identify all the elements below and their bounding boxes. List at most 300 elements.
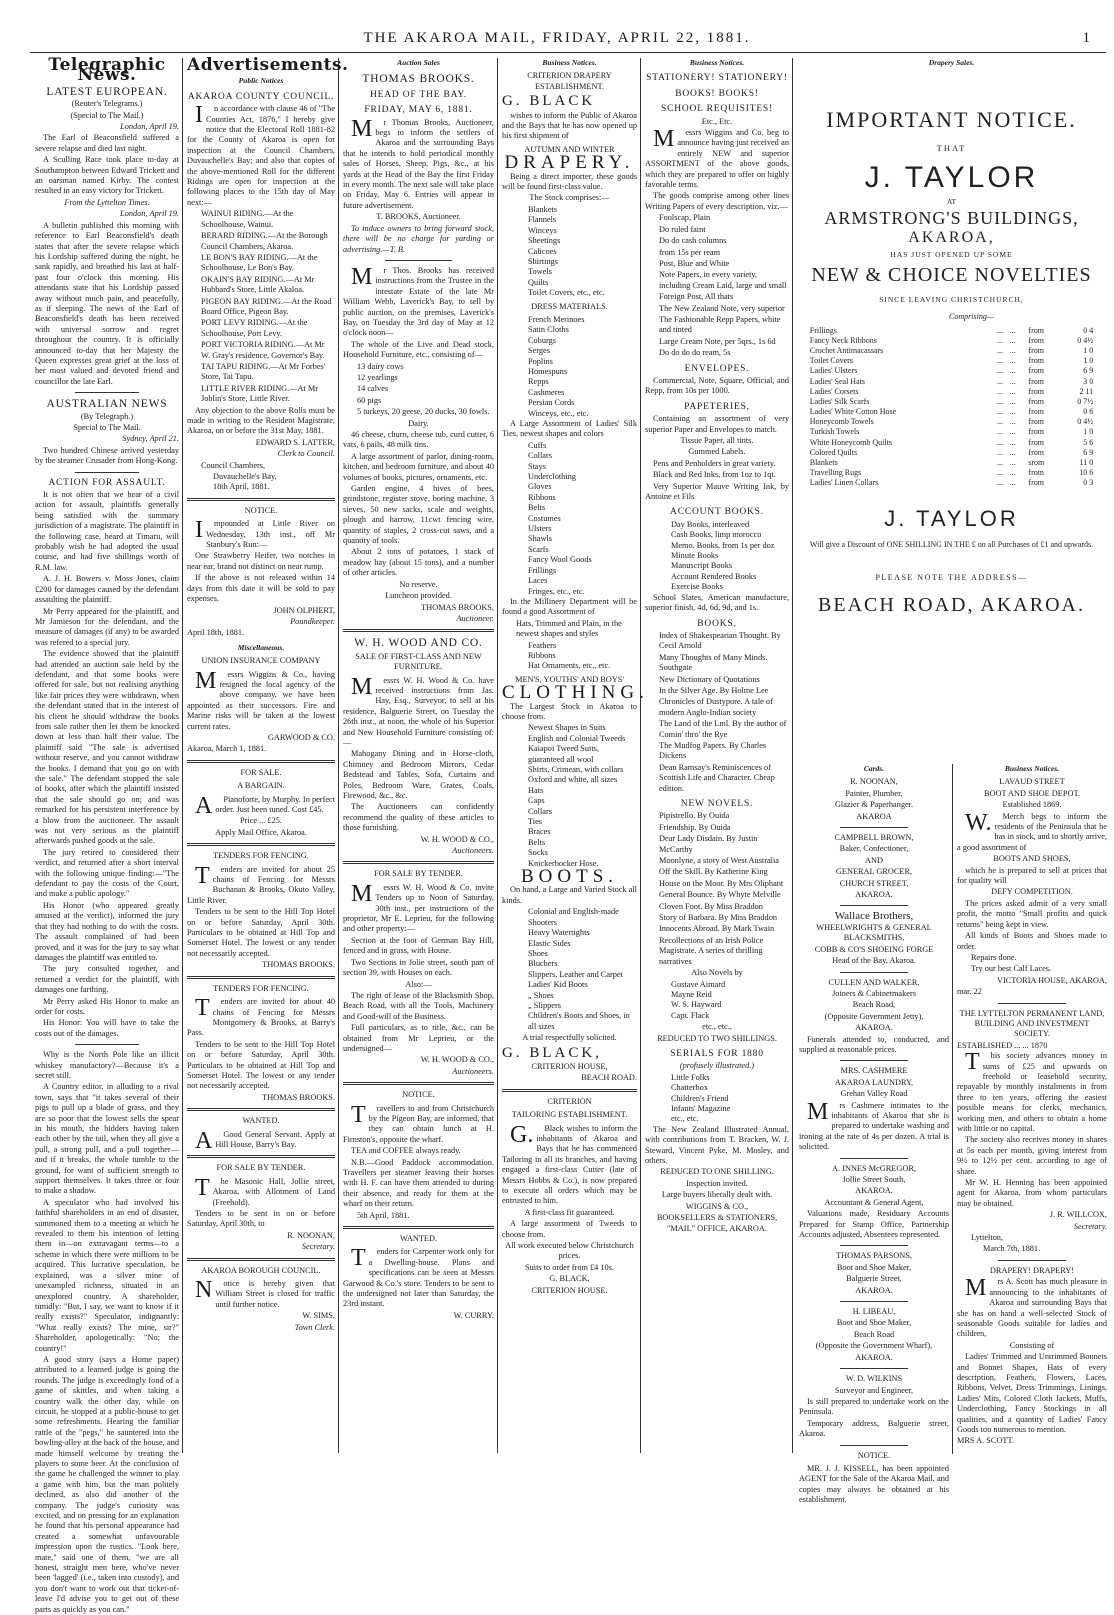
card-name: CAMPBELL BROWN, — [834, 833, 914, 843]
dateline: mar. 22 — [957, 987, 982, 997]
paragraph: A. J. H. Bowers v. Moss Jones, claim £200 for damages caused by the defendant assaulting the plaintiff. — [35, 574, 179, 605]
taylor-drapery-advertisement — [794, 58, 1109, 617]
paragraph: In the Millinery Department will be found a good Assortment of — [502, 596, 637, 617]
list-item: „ Slippers — [528, 1000, 561, 1010]
merchant-name: G. BLACK — [502, 93, 596, 110]
paragraph: Mrs A. Scott has much pleasure in announcing to the inhabitants of Akaroa and surrounding Bays that she has on hand a well-selected Stock of seasonable Goods suitable for ladies and children, — [957, 1275, 1107, 1339]
riding-entry: LITTLE RIVER RIDING.—At Mr Joblin's Store, Little River. — [201, 383, 319, 404]
dateline: March 7th, 1881. — [983, 1244, 1041, 1254]
authors-list — [645, 980, 789, 1022]
dateline: Sydney, April 21. — [122, 434, 179, 444]
signature: W. CURRY. — [453, 1310, 494, 1320]
column-subhead: Public Notices — [238, 76, 284, 86]
price-amount: 0 7½ — [1077, 396, 1094, 406]
divider — [343, 1226, 494, 1229]
price-from: from — [1028, 468, 1044, 478]
heading: ACTION FOR ASSAULT. — [48, 477, 166, 488]
divider — [75, 392, 140, 393]
price-from: srom — [1028, 458, 1045, 468]
riding-entry: WAINUI RIDING.—At the Schoolhouse, Wainui. — [201, 209, 294, 229]
list-item: Do do cash columns — [659, 236, 727, 246]
paragraph: The jury retired to considered their verdict, and returned after a short interval with the following unique finding:—"The defendant to pay the costs of the Court, and make a public apology." — [35, 847, 179, 899]
list-item: Little Folks — [671, 1072, 710, 1082]
list-item: Toilet Covers, etc., etc. — [528, 288, 605, 298]
price-dots: ... — [1009, 427, 1016, 437]
list-item: The Mudfog Papers. By Charles Dickens — [659, 740, 767, 761]
list-item: Belts — [528, 837, 546, 847]
price-row — [810, 325, 1094, 335]
heading: AUTUMN AND WINTER — [524, 144, 615, 154]
price-amount: 1 0 — [1083, 356, 1094, 366]
list-item: Socks — [528, 848, 548, 858]
list-item: Gloves — [528, 482, 552, 492]
divider — [840, 1245, 908, 1246]
column-subhead: Drapery Sales. — [928, 58, 975, 67]
list-item: Kaiapoi Tweed Suits, guaranteed all wool — [528, 744, 599, 764]
price-item-name: Turkish Towels — [809, 427, 860, 437]
list-item: Poplins — [528, 356, 553, 366]
card-trade: Painter, Plumber, — [845, 788, 903, 798]
card-trade: Baker, Confectioner, — [839, 844, 909, 854]
paragraph: Being a direct importer, these goods will be found first-class value. — [502, 171, 637, 192]
column-divider — [640, 58, 641, 1453]
divider — [343, 861, 494, 864]
ad-headline: IMPORTANT NOTICE. — [826, 107, 1077, 132]
heading: FOR SALE BY TENDER. — [374, 869, 463, 879]
paragraph: To induce owners to bring forward stock, there will be no charge for yarding or advertising.—T. B. — [343, 223, 494, 254]
price-from: from — [1028, 356, 1044, 366]
paragraph: 46 cheese, churn, cheese tub, curd cutter, 6 vats, 6 pails, 48 milk tins. — [343, 430, 494, 450]
riding-entry: OKAIN'S BAY RIDING.—At Mr Hubbard's Store, Little Akaloa. — [201, 274, 315, 295]
price-from: from — [1028, 417, 1044, 427]
price-dots: ... — [1009, 437, 1016, 447]
price-row — [810, 457, 1094, 467]
source-line: From the Lyttelton Times. — [64, 197, 150, 207]
paragraph: Mahogany Dining and in Horse-cloth, Chimney and Bedroom Mirrors, Cedar Bedstead and Tables, Sofa, Curtains and Poles, Bedroom Ware, Grates, Coals, Firewood, &c., &c. — [343, 749, 494, 800]
list-item: Children's Friend — [671, 1093, 729, 1103]
divider — [187, 1108, 335, 1111]
signature-title: Auctioneer. — [456, 613, 494, 623]
divider — [187, 976, 335, 979]
card-town: AKAROA. — [855, 1023, 893, 1033]
list-item: General Bounce. By Whyte Melville — [659, 890, 781, 900]
price-dots: ... — [997, 437, 1004, 447]
list-item: 12 yearlings — [357, 372, 398, 382]
signature-title: Town Clerk. — [294, 1322, 335, 1332]
signature-title: Secretary. — [1073, 1221, 1107, 1231]
price-from: from — [1028, 345, 1044, 355]
heading: LAVAUD STREET — [999, 777, 1065, 787]
paragraph: G.Black wishes to inform the inhabitants of Akaroa and Bays that he has commenced Tailoring in all its branches, and having engaged a first-class Cutter (late of Messrs Hobbs & Co.), is now prepared to execute all orders which may be entrusted to him. — [502, 1121, 637, 1206]
subheading: Dairy. — [408, 418, 429, 428]
list-item: Shirtings — [528, 256, 558, 266]
heading: NEW NOVELS. — [680, 799, 754, 809]
list-item: Shoes — [528, 948, 548, 958]
heading: AKAROA COUNTY COUNCIL. — [187, 91, 335, 102]
list-item: 60 pigs — [357, 395, 382, 405]
heading: ACCOUNT BOOKS. — [670, 507, 764, 518]
list-item: The New Zealand Note, very superior — [659, 303, 785, 313]
list-item: Hat Ornaments, etc., etc. — [528, 661, 611, 671]
signature: THOMAS BROOKS. — [262, 960, 335, 970]
list-item: Knickerbocker Hose. — [528, 858, 599, 868]
dateline: London, April 19. — [120, 209, 179, 219]
column-divider — [338, 58, 339, 1453]
dress-list — [502, 315, 637, 419]
card-address: (Opposite the Government Wharf), — [815, 1341, 933, 1351]
price-row — [810, 356, 1094, 366]
list-item: Serges — [528, 346, 550, 356]
price-dots: ... — [997, 335, 1004, 345]
list-item: Dean Ramsay's Reminiscences of Scottish Life and Character. Cheap edition. — [659, 762, 775, 793]
list-item: Belts — [528, 503, 546, 513]
paragraph: The evidence showed that the plaintiff had attended an auction sale held by the defendant, and that some books were offered for sale, but not realising anything like fair prices they were withdrawn, when the defendant stated that in the interest of his client he should withdraw the books from sale rather then let them be knocked down at less than half their value. The plaintiff said "The sale is advertised without reserve, and you cannot withdraw the books. I demand that you go on with the sale." The defendant stopped the sale of books, after which the plaintiff insisted that the sale should go on; and was remarked for his persistent interference by a blow from the auctioneer. The assault was not very serious as the plaintiff afterwards pushed goods at the sale. — [35, 649, 179, 846]
list-item: 5 turkeys, 20 geese, 20 ducks, 30 fowls. — [357, 407, 490, 417]
subheading: REDUCED TO ONE SHILLING. — [660, 1167, 774, 1177]
price-dots: ... — [1009, 407, 1016, 417]
signature: JOHN OLPHERT, — [273, 605, 335, 615]
divider — [187, 1258, 335, 1261]
ad-text: Comprising— — [949, 312, 994, 321]
divider — [840, 1301, 908, 1302]
heading: DRAPERY! DRAPERY! — [989, 1265, 1075, 1275]
paragraph: Containing an assortment of very superior Paper and Envelopes to match. — [645, 414, 789, 434]
card-trade: Boot and Shoe Maker, — [836, 1262, 912, 1272]
list-item: Costumes — [528, 513, 561, 523]
byline: Special to The Mail. — [73, 423, 141, 432]
divider — [502, 1089, 637, 1092]
heading: CLOTHING. — [502, 682, 649, 704]
paragraph: It is not often that we hear of a civil action for assault, plaintiffs generally being satisfied with the summary jurisdiction of a magistrate. The plaintiff in the following case, heard at Timaru, will probably wish he had adopted the usual course, and had five shillings worth of R.M. law. — [35, 490, 179, 572]
riding-entry: PIGEON BAY RIDING.—At the Road Board Office, Pigeon Bay. — [201, 296, 332, 316]
price-dots: ... — [1009, 468, 1016, 478]
paragraph: The jury consulted together, and returned a verdict for the plaintiff, with damages one farthing. — [35, 964, 179, 995]
list-item: „ Shoes — [528, 990, 554, 1000]
paragraph: Tenders to be sent to the Hill Top Hotel on or before Saturday, April 30th. Particulars to be obtained at Hill Top and Somerset Hotel. The lowest or any tender not necessarily accepted. — [187, 1039, 335, 1091]
column-subhead: Auction Sales — [397, 58, 440, 67]
signature: GARWOOD & CO. — [267, 732, 335, 742]
list-item: Story of Barbara. By Miss Braddon — [659, 913, 777, 923]
list-item: Repps — [528, 377, 549, 387]
list-item: etc., etc. — [671, 1114, 699, 1124]
heading: WANTED. — [242, 1116, 280, 1126]
card-trade: Joiners & Cabinetmakers — [832, 988, 916, 998]
price-from: from — [1028, 427, 1044, 437]
list-item: Hats — [528, 785, 544, 795]
list-item: Braces — [528, 827, 551, 837]
price-row — [810, 376, 1094, 386]
heading: TAILORING ESTABLISHMENT. — [511, 1110, 628, 1120]
price-dots: ... — [997, 417, 1004, 427]
paragraph: The whole of the Live and Dead stock, Household Furniture, etc., consisting of— — [343, 339, 494, 360]
riding-entry: LE BON'S BAY RIDING.—At the Schoolhouse, Le Bon's Bay. — [201, 252, 318, 273]
paragraph: Messrs W. H. Wood & Co. have received instructions from Jas. Hay, Esq., Surveyor, to sell at his residence, Balguerie Street, on Tuesday the 26th inst., at noon, the whole of his Superior and New Household Furniture consisting of:— — [343, 673, 494, 747]
paragraph: N.B.—Good Paddock accommodation. Travellers per steamer leaving their horses with H. F. can have them attended to during their absence, and ready for them at the wharf on their return. — [343, 1157, 494, 1209]
masthead-title: THE AKAROA MAIL, FRIDAY, APRIL 22, 1881. — [363, 30, 751, 46]
heading: ENVELOPES. — [684, 363, 750, 374]
paragraph: The Auctioneers can confidently recommend the quality of these articles to those furnishing. — [343, 802, 494, 833]
ad-text: THAT — [936, 143, 967, 153]
list-item: Colonial and English-made Shooters — [528, 907, 619, 927]
paragraph: AGood General Servant. Apply at Hill House, Barry's Bay. — [195, 1127, 335, 1154]
divider — [840, 972, 908, 973]
list-item: Persian Cords — [528, 398, 575, 408]
signature: R. NOONAN, — [287, 1230, 335, 1240]
heading: AKAROA BOROUGH COUNCIL. — [201, 1265, 321, 1275]
paragraph: A Large Assortment of Ladies' Silk Ties, newest shapes and colors — [502, 419, 637, 439]
paragraph: A first-class fit guaranteed. — [524, 1207, 615, 1217]
signature: T. BROOKS, Auctioneer. — [376, 212, 461, 222]
card-trade: COBB & CO'S SHOEING FORGE — [814, 944, 934, 954]
heading: SALE OF FIRST-CLASS AND NEW FURNITURE. — [355, 651, 482, 672]
heading: CRITERION — [547, 1096, 592, 1106]
heading: HEAD OF THE BAY. — [369, 89, 468, 100]
signature-title: Auctioneers. — [452, 846, 494, 856]
paragraph: APianoforte, by Murphy. In perfect order. Just been tuned. Cost £45. — [195, 792, 335, 819]
price-item-name: Colored Quilts — [809, 447, 858, 457]
paragraph: Mr Perry asked His Honor to make an order for costs. — [35, 996, 179, 1016]
price-row — [810, 366, 1094, 376]
paragraph: No reserve. — [399, 579, 438, 589]
item-list — [502, 641, 637, 672]
card-trade: Surveyor and Engineer, — [834, 1385, 914, 1395]
paragraph: All kinds of Boots and Shoes made to order. — [957, 931, 1107, 951]
card-name: Wallace Brothers, — [834, 910, 914, 923]
price-row — [810, 396, 1094, 406]
card-name: CULLEN AND WALKER, — [828, 977, 920, 987]
signature: BEACH ROAD. — [581, 1073, 637, 1083]
subheading: BOOTS AND SHOES, — [993, 854, 1071, 864]
price-dots: ... — [997, 447, 1004, 457]
paragraph: wishes to inform the Public of Akaroa and the Bays that he has now opened up his first shipment of — [502, 110, 637, 141]
price-dots: ... — [1009, 345, 1016, 355]
address: 18th April, 1881. — [213, 482, 270, 492]
list-item: Memo. Books, from 1s per doz — [671, 540, 775, 550]
list-item: Coburgs — [528, 335, 556, 345]
column-divider — [952, 764, 953, 1454]
divider — [840, 1445, 908, 1446]
column-divider — [497, 58, 498, 1453]
divider — [187, 843, 335, 846]
price-from: from — [1028, 325, 1044, 335]
column-telegraphic-news — [32, 55, 182, 1614]
list-item: Foolscap, Plain — [659, 213, 711, 223]
list-item: Towels — [528, 267, 552, 277]
list-item: Do ruled faint — [659, 224, 706, 234]
heading: A BARGAIN. — [237, 781, 285, 791]
divider — [840, 1060, 908, 1061]
account-books-list — [645, 520, 789, 593]
paragraph: Travellers to and from Christchurch by the Pigeon Bay, are informed, that they can obtain lunch at H. Firnston's, opposite the wharf. — [343, 1101, 494, 1144]
section-title: Advertisements. — [187, 55, 349, 75]
heading: NOTICE. — [402, 1090, 435, 1100]
price-item-name: Frillings — [809, 325, 837, 335]
paragraph: Tenders to be sent in on or before Saturday, April 30th, to — [187, 1209, 335, 1229]
list-item: Slippers, Leather and Carpet — [528, 969, 623, 979]
heading: DRESS MATERIALS. — [531, 301, 608, 311]
price-amount: 2 11 — [1079, 386, 1094, 396]
list-item: Collars — [528, 451, 552, 461]
paragraph: This society advances money in sums of £25 and upwards on freehold or leasehold security, repayable by monthly instalments in from three to ten years, offering the easiest possible means for clerks, mechanics, working men, and others to obtain a home with little or no capital. — [957, 1049, 1107, 1133]
price-dots: ... — [1009, 386, 1016, 396]
paragraph: Impounded at Little River on Wednesday, 13th inst., off Mr Stanbury's Run:— — [195, 517, 335, 550]
card-town: AKAROA — [856, 811, 892, 821]
byline: (Reuter's Telegrams.) — [71, 99, 143, 109]
subheading: Established 1869. — [1002, 800, 1062, 810]
paragraph: which he is prepared to sell at prices that for quality will — [957, 865, 1107, 886]
column-subhead: Miscellaneous. — [237, 642, 285, 652]
paragraph: His Honor: You will have to take the costs out of the damages. — [35, 1018, 179, 1038]
paragraph: One Strawberry Heifer, two notches in near ear, brand not distinct on near rump. — [187, 551, 335, 571]
card-address: Head of the Bay, Akaroa. — [832, 956, 916, 966]
price-dots: ... — [997, 356, 1004, 366]
paragraph: His Honor (who appeared greatly amused at the verdict), informed the jury that they had nothing to do with the costs. The assault complained of had been proved, and it was for the jury to say what damages the plaintiff was entitled to. — [35, 900, 179, 962]
heading: W. H. WOOD AND CO. — [354, 637, 483, 650]
heading: TENDERS FOR FENCING. — [213, 983, 309, 993]
price-amount: 0 6 — [1083, 407, 1094, 417]
paragraph: Repairs done. — [971, 952, 1017, 962]
price-dots: ... — [1009, 366, 1016, 376]
signature-title: Secretary. — [301, 1242, 335, 1252]
list-item: New Dictionary of Quotations — [659, 674, 760, 684]
card-trade: Accountant & General Agent, — [824, 1197, 924, 1207]
card-name: A. INNES McGREGOR, — [832, 1163, 916, 1173]
price-amount: 3 0 — [1083, 376, 1094, 386]
paragraph: Commercial, Note, Square, Official, and Repp, from 10s per 1000. — [645, 375, 789, 396]
column-subhead: Business Notices. — [689, 58, 745, 67]
list-item: Pipistrello. By Ouida — [659, 811, 730, 821]
signature: "MAIL" OFFICE, AKAROA. — [667, 1224, 767, 1234]
paragraph: The society also receives money in shares at 5s each per month, giving interest from 9½ to 12½ per cent. according to age of share. — [957, 1135, 1107, 1176]
paragraph: Any objection to the above Rolls must be made in writing to the Resident Magistrate, Akaroa, on or before the 31st May, 1881. — [187, 405, 335, 436]
paragraph: TEA and COFFEE always ready. — [351, 1146, 461, 1156]
price-amount: 11 0 — [1079, 458, 1094, 468]
heading: THOMAS BROOKS. — [362, 73, 475, 86]
paragraph: All work executed below Christchurch prices. — [505, 1241, 634, 1261]
heading: BOOT AND SHOE DEPOT. — [983, 788, 1081, 798]
list-item: Do do do do ream, 5s — [659, 348, 731, 358]
page-number: 1 — [1082, 30, 1092, 46]
ad-text: SINCE LEAVING CHRISTCHURCH, — [879, 295, 1024, 304]
ad-text: PLEASE NOTE THE ADDRESS— — [875, 573, 1028, 582]
list-item: Shirts, Crimean, with collars — [528, 765, 624, 774]
price-amount: 1 0 — [1083, 345, 1094, 355]
price-row — [810, 478, 1094, 488]
price-from: from — [1028, 376, 1044, 386]
price-dots: ... — [997, 366, 1004, 376]
price-dots: ... — [1009, 335, 1016, 345]
paragraph: The goods comprise among other lines Writing Papers of every description, viz.— — [645, 191, 789, 211]
serials-list — [645, 1073, 789, 1125]
heading: TENDERS FOR FENCING. — [213, 851, 309, 861]
paragraph: Temporary address, Balguerie street, Akaroa. — [799, 1418, 949, 1439]
list-item: Exercise Books — [671, 582, 723, 592]
ad-merchant-name: J. TAYLOR — [884, 506, 1019, 531]
ad-address: BEACH ROAD, AKAROA. — [818, 594, 1085, 616]
paragraph: On hand, a Large and Varied Stock all kinds. — [502, 885, 637, 905]
card-trade: Boot and Shoe Maker, — [836, 1318, 912, 1328]
paragraph: Section at the foot of German Bay Hill, fenced and in grass, with House. — [343, 935, 494, 956]
heading: BOOTS. — [520, 866, 619, 888]
price-row — [810, 437, 1094, 447]
price-amount: 0 4 — [1083, 325, 1094, 335]
ad-merchant-name: J. TAYLOR — [864, 161, 1039, 194]
paragraph: Is still prepared to undertake work on the Peninsula. — [799, 1396, 949, 1417]
list-item: Scarfs — [528, 544, 549, 554]
paragraph: Tenders to be sent to the Hill Top Hotel on or before Saturday, April 30th. Particulars to be obtained at Hill Top and Somerset Hotel. The lowest or any tender not necessarily accepted. — [187, 907, 335, 958]
list-item: Capt. Flack — [671, 1010, 710, 1020]
price-dots: ... — [997, 407, 1004, 417]
paragraph: A trial respectfully solicited. — [522, 1033, 617, 1043]
list-item: In the Silver Age. By Holme Lee — [659, 685, 769, 695]
divider — [343, 1082, 494, 1085]
price-dots: ... — [1009, 396, 1016, 406]
heading: CRITERION DRAPERY ESTABLISHMENT. — [527, 71, 612, 91]
signature: WIGGINS & CO., — [685, 1201, 749, 1211]
list-item: Day Books, interleaved — [671, 519, 750, 529]
price-row — [810, 345, 1094, 355]
subheading: Etc., Etc. — [701, 116, 733, 126]
list-item: Chronicles of Dustypore. A tale of modern Anglo-Indian society — [659, 697, 773, 717]
price-row — [810, 407, 1094, 417]
signature: CRITERION HOUSE. — [531, 1285, 608, 1295]
list-item: Flannels — [528, 215, 557, 225]
paragraph: A large assortment of parlor, dining-room, kitchen, and bedroom furniture, and about 40 volumes of books, pictures, ornaments, etc. — [343, 451, 494, 482]
merchant-name: G. BLACK, — [502, 1044, 602, 1061]
card-name: W. D. WILKINS — [845, 1374, 903, 1384]
column-divider — [182, 58, 183, 1453]
list-item: Off the Skill. By Katherine King — [659, 867, 768, 877]
dateline: Akaroa, March 1, 1881. — [187, 744, 267, 754]
list-item: Moonlyne, a story of West Australia — [659, 856, 779, 866]
list-item: Underclothing — [528, 472, 576, 482]
list-item: Laces — [528, 576, 548, 586]
masthead-rule — [30, 52, 1106, 53]
paragraph: Messrs W. H. Wood & Co. invite Tenders up to Noon of Saturday, 30th inst., per instructions of the proprietor, Mr E. Leprieu, for the following and other property:— — [343, 880, 494, 934]
list-item: Manuscript Books — [671, 561, 733, 571]
list-item: Blankets — [528, 204, 558, 214]
paragraph: Mr W. H. Henning has been appointed agent for Akaroa, from whom particulars may be obtained. — [957, 1178, 1107, 1208]
price-amount: 0 4½ — [1077, 335, 1094, 345]
heading: LATEST EUROPEAN. — [46, 85, 168, 98]
heading: MEN'S, YOUTHS' AND BOYS' — [515, 674, 624, 684]
card-name: H. LIBEAU, — [852, 1307, 896, 1317]
paragraph: Tenders are invited for about 40 chains of Fencing for Messrs Montgomery & Brooks, at Barry's Pass. — [187, 995, 335, 1038]
divider — [385, 260, 453, 261]
list-item: Ribbons — [528, 492, 556, 502]
price-from: from — [1028, 366, 1044, 376]
list-item: Sheetings — [528, 236, 561, 246]
paragraph: Tenders for Carpenter work only for a Dwelling-house. Plans and specifications can be seen at Messrs Garwood & Co.'s store. Tenders to be sent to the undersigned not later than Saturday, the 23rd instant. — [343, 1245, 494, 1309]
heading: NOTICE. — [244, 505, 278, 515]
list-item: Oxford and white, all sizes — [528, 775, 618, 785]
list-item: W. S. Hayward — [671, 1000, 722, 1010]
list-item: Cashmeres — [528, 387, 565, 397]
card-address: Beach Road, — [852, 1000, 896, 1010]
card-name: MRS. CASHMERE — [840, 1066, 908, 1076]
price-item-name: Honeycomb Towels — [809, 417, 874, 427]
paragraph: Pens and Penholders in great variety. — [653, 458, 776, 468]
column-divider — [792, 58, 793, 1453]
paragraph: Tissue Paper, all tints. — [680, 436, 754, 445]
subheading: etc., etc., — [702, 1022, 732, 1032]
paragraph: A large assortment of Tweeds to choose from. — [502, 1219, 637, 1239]
paragraph: In accordance with clause 46 of "The Counties Act, 1876," I hereby give notice that the Electoral Roll 1881-82 for the County of Akaroa is open for inspection at the Council Chambers, Duvauchelle's Bay; and also that copies of the above-mentioned Roll for the different Ridings are open for inspection at the following places to the 15th day of May next:— — [187, 102, 335, 207]
price-dots: ... — [997, 396, 1004, 406]
column-subhead: Business Notices. — [1004, 764, 1060, 773]
list-item: Elastic Sides — [528, 938, 571, 948]
list-item: Gustave Aimard — [671, 979, 726, 989]
